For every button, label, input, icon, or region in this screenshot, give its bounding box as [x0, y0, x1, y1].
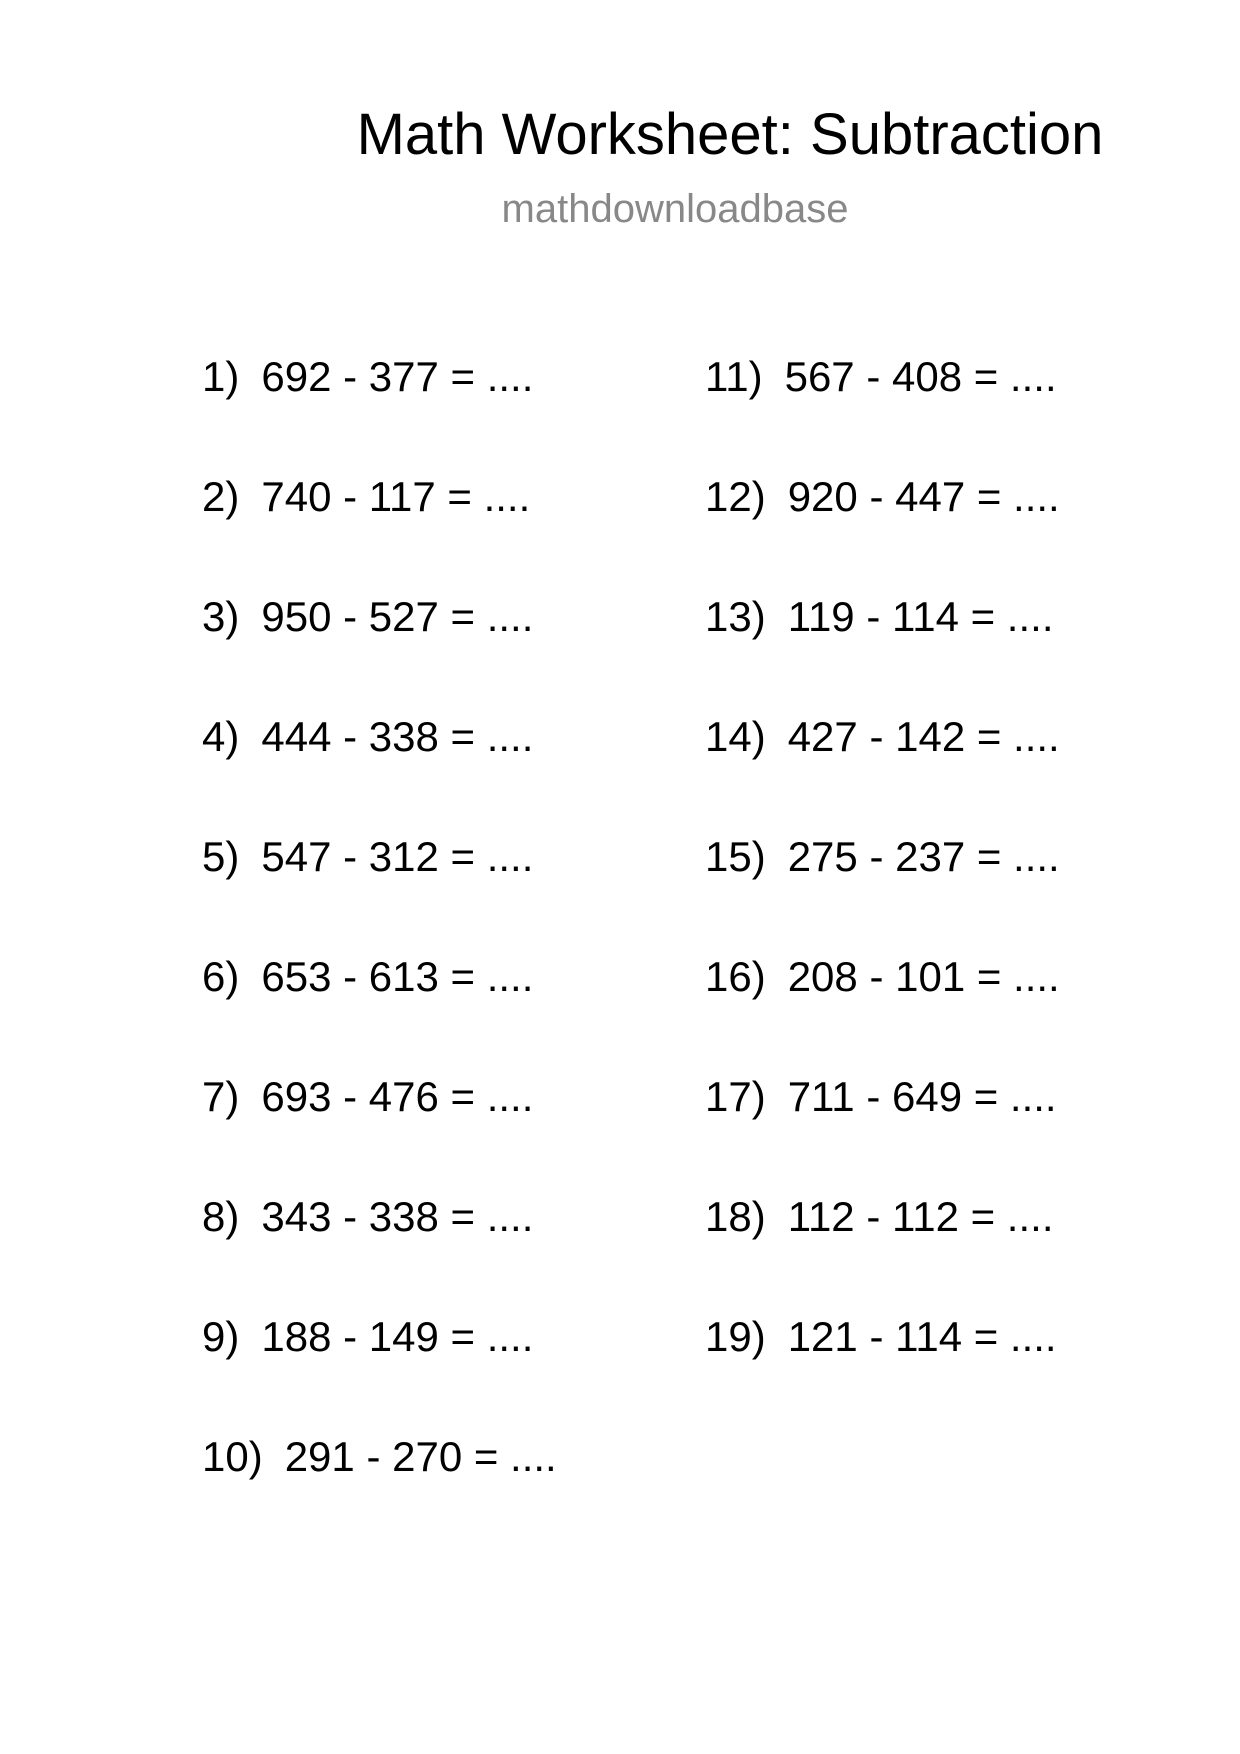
- problem-column-left: [202, 352, 557, 1552]
- problem-number: 11): [705, 353, 763, 400]
- problem-number: 19): [705, 1313, 766, 1360]
- problem-number: 12): [705, 473, 766, 520]
- problem-item: [202, 712, 557, 832]
- problem-item: [705, 472, 1060, 592]
- problem-item: [705, 712, 1060, 832]
- problem-expression: 291 - 270 = ....: [284, 1433, 557, 1480]
- problem-number: 6): [202, 953, 240, 1000]
- problem-expression: 692 - 377 = ....: [261, 353, 534, 400]
- problem-expression: 188 - 149 = ....: [261, 1313, 534, 1360]
- problem-item: [202, 832, 557, 952]
- problem-number: 5): [202, 833, 240, 880]
- problem-number: 17): [705, 1073, 766, 1120]
- problem-expression: 920 - 447 = ....: [787, 473, 1060, 520]
- problem-item: [705, 832, 1060, 952]
- problem-expression: 740 - 117 = ....: [261, 473, 531, 520]
- problem-expression: 547 - 312 = ....: [261, 833, 534, 880]
- problem-number: 8): [202, 1193, 240, 1240]
- problem-item: [202, 592, 557, 712]
- problem-expression: 711 - 649 = ....: [787, 1073, 1057, 1120]
- problem-item: [202, 1432, 557, 1552]
- problem-item: [202, 1312, 557, 1432]
- problem-number: 14): [705, 713, 766, 760]
- problem-item: [705, 1192, 1060, 1312]
- problem-item: [202, 952, 557, 1072]
- problem-expression: 567 - 408 = ....: [784, 353, 1057, 400]
- problem-number: 15): [705, 833, 766, 880]
- problem-column-right: [705, 352, 1060, 1432]
- problem-item: [705, 352, 1060, 472]
- problem-number: 7): [202, 1073, 240, 1120]
- problem-expression: 444 - 338 = ....: [261, 713, 534, 760]
- problem-expression: 693 - 476 = ....: [261, 1073, 534, 1120]
- problem-expression: 208 - 101 = ....: [787, 953, 1060, 1000]
- problem-item: [202, 1192, 557, 1312]
- problem-item: [705, 1072, 1060, 1192]
- problem-item: [202, 472, 557, 592]
- problem-item: [202, 352, 557, 472]
- problem-expression: 653 - 613 = ....: [261, 953, 534, 1000]
- problem-item: [705, 1312, 1060, 1432]
- problem-number: 4): [202, 713, 240, 760]
- problem-item: [202, 1072, 557, 1192]
- problem-expression: 121 - 114 = ....: [787, 1313, 1057, 1360]
- problem-expression: 119 - 114 = ....: [787, 593, 1054, 640]
- problem-number: 10): [202, 1433, 263, 1480]
- problem-number: 16): [705, 953, 766, 1000]
- problem-expression: 950 - 527 = ....: [261, 593, 534, 640]
- page-subtitle: mathdownloadbase: [501, 187, 849, 231]
- problem-number: 13): [705, 593, 766, 640]
- problem-number: 2): [202, 473, 240, 520]
- problem-number: 1): [202, 353, 240, 400]
- problem-number: 9): [202, 1313, 240, 1360]
- problem-expression: 343 - 338 = ....: [261, 1193, 534, 1240]
- problem-number: 3): [202, 593, 240, 640]
- problem-number: 18): [705, 1193, 766, 1240]
- page-title: Math Worksheet: Subtraction: [356, 102, 1104, 167]
- problem-item: [705, 952, 1060, 1072]
- problem-expression: 112 - 112 = ....: [787, 1193, 1054, 1240]
- problem-item: [705, 592, 1060, 712]
- problem-expression: 275 - 237 = ....: [787, 833, 1060, 880]
- problem-expression: 427 - 142 = ....: [787, 713, 1060, 760]
